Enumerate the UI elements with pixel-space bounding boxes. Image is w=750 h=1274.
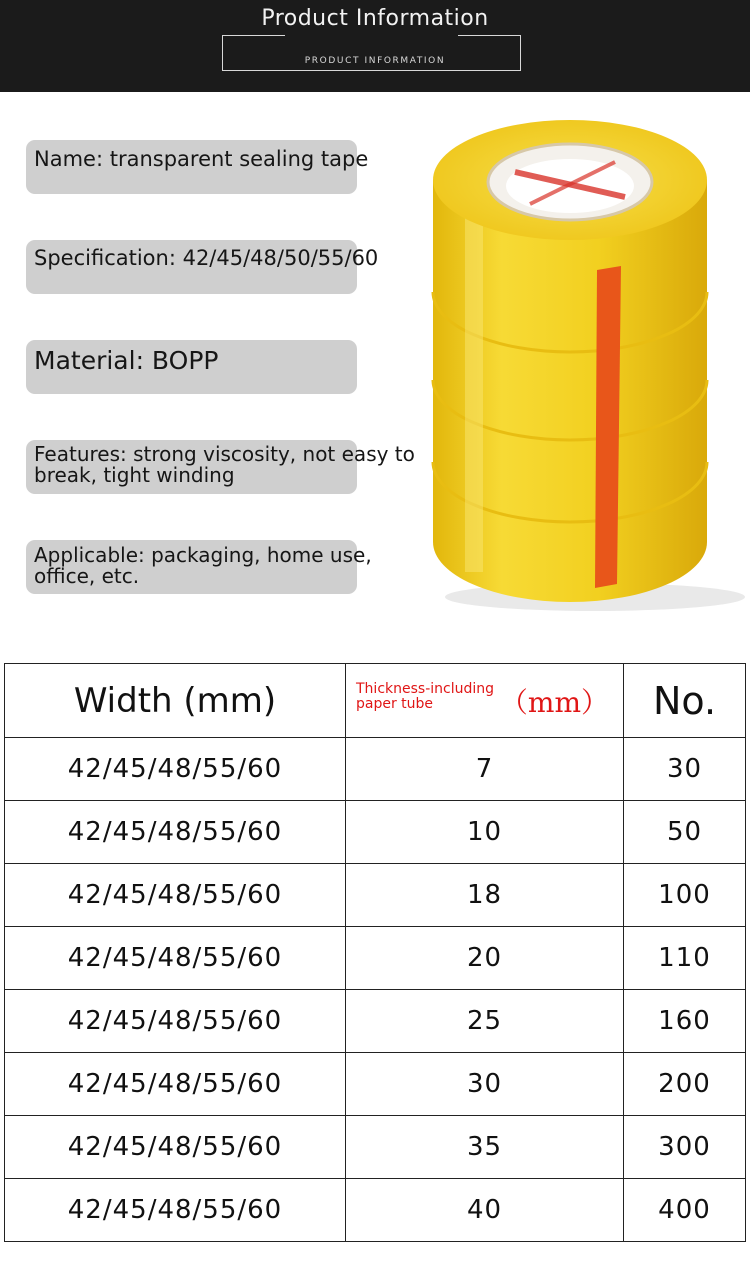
- header-thickness: [346, 664, 624, 738]
- table-row: [5, 927, 746, 990]
- page-subtitle: PRODUCT INFORMATION: [304, 56, 446, 66]
- cell-thickness: 40: [346, 1179, 624, 1242]
- table-header-row: [5, 664, 746, 738]
- header-no: No.: [624, 664, 746, 738]
- info-specification: Specification: 42/45/48/50/55/60: [34, 246, 379, 270]
- cell-no: 200: [624, 1053, 746, 1116]
- cell-thickness: 18: [346, 864, 624, 927]
- cell-width: 42/45/48/55/60: [5, 801, 346, 864]
- table-row: [5, 1179, 746, 1242]
- table-row: [5, 1116, 746, 1179]
- table-row: [5, 801, 746, 864]
- header-thickness-line1: Thickness-including: [356, 681, 495, 697]
- cell-thickness: 35: [346, 1116, 624, 1179]
- cell-no: 50: [624, 801, 746, 864]
- cell-no: 300: [624, 1116, 746, 1179]
- header-thickness-unit: （mm）: [499, 686, 609, 719]
- header-thickness-line2: paper tube: [356, 696, 434, 713]
- table-row: [5, 864, 746, 927]
- cell-width: 42/45/48/55/60: [5, 927, 346, 990]
- info-name: Name: transparent sealing tape: [34, 147, 369, 171]
- cell-width: 42/45/48/55/60: [5, 1053, 346, 1116]
- cell-no: 30: [624, 738, 746, 801]
- header-width: Width (mm): [5, 664, 346, 738]
- cell-width: 42/45/48/55/60: [5, 864, 346, 927]
- cell-no: 160: [624, 990, 746, 1053]
- cell-width: 42/45/48/55/60: [5, 1179, 346, 1242]
- info-applicable-line2: office, etc.: [34, 564, 140, 588]
- info-features-line1: Features: strong viscosity, not easy to: [34, 442, 415, 466]
- cell-thickness: 10: [346, 801, 624, 864]
- table-row: [5, 738, 746, 801]
- page-title: Product Information: [261, 6, 489, 31]
- info-applicable-line1: Applicable: packaging, home use,: [34, 543, 372, 567]
- cell-width: 42/45/48/55/60: [5, 1116, 346, 1179]
- cell-width: 42/45/48/55/60: [5, 990, 346, 1053]
- cell-thickness: 30: [346, 1053, 624, 1116]
- cell-no: 110: [624, 927, 746, 990]
- cell-width: 42/45/48/55/60: [5, 738, 346, 801]
- header-banner: [0, 0, 750, 92]
- tape-roll-image: [425, 112, 750, 612]
- cell-thickness: 7: [346, 738, 624, 801]
- spec-table: [4, 663, 746, 1242]
- table-row: [5, 1053, 746, 1116]
- cell-thickness: 20: [346, 927, 624, 990]
- cell-no: 400: [624, 1179, 746, 1242]
- info-material: Material: BOPP: [34, 346, 219, 375]
- cell-thickness: 25: [346, 990, 624, 1053]
- info-features-line2: break, tight winding: [34, 463, 235, 487]
- cell-no: 100: [624, 864, 746, 927]
- table-row: [5, 990, 746, 1053]
